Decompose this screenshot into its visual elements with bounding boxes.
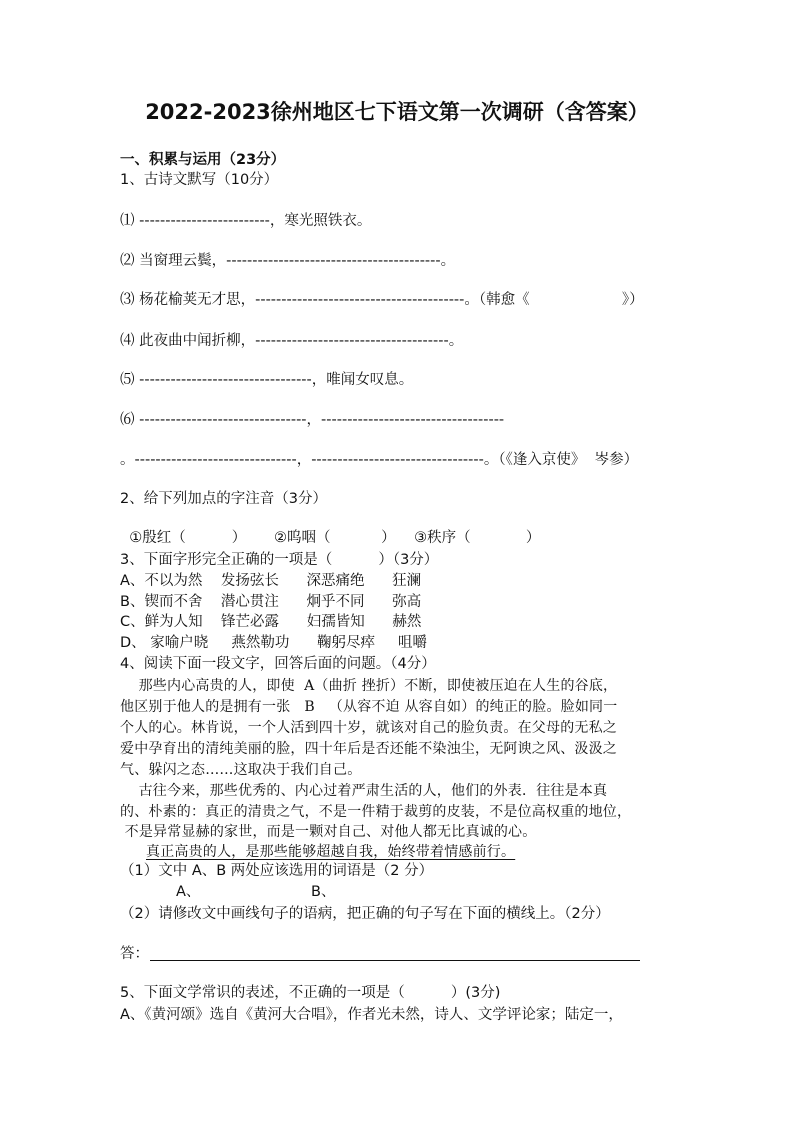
question-1-heading: 1、古诗文默写（10分）	[120, 172, 279, 188]
passage-line: 不是异常显赫的家世，而是一颗对自己、对他人都无比真诚的心。	[120, 824, 537, 840]
section-heading: 一、积累与运用（23分）	[120, 152, 286, 168]
underlined-sentence: 真正高贵的人，是那些能够超越自我，始终带着情感前行。	[146, 844, 516, 860]
passage-line: 他区别于他人的是拥有一张 B （从容不迫 从容自如）的纯正的脸。脸如同一	[120, 699, 618, 715]
passage-line: 气、躲闪之态……这取决于我们自己。	[120, 762, 362, 778]
question-2-items: ①殷红（ ） ②呜咽（ ） ③秩序（ ）	[120, 530, 541, 546]
option-a: A、不以为然 发扬弦长 深恶痛绝 狂澜	[120, 573, 422, 589]
poem-line-5: ⑸ ---------------------------------，唯闻女叹息。	[120, 372, 414, 388]
q5-option-a: A、《黄河颂》选自《黄河大合唱》，作者光未然，诗人、文学评论家；陆定一，	[120, 1007, 623, 1023]
page-title: 2022-2023徐州地区七下语文第一次调研（含答案）	[145, 100, 649, 124]
sub-question-2: （2）请修改文中画线句子的语病，把正确的句子写在下面的横线上。（2分）	[120, 906, 610, 922]
poem-line-6: ⑹ --------------------------------，-----------------------------------	[120, 412, 505, 428]
question-4-heading: 4、阅读下面一段文字，回答后面的问题。（4分）	[120, 656, 436, 672]
poem-line-6-cont: 。-------------------------------，---------------------------------。（《逢入京使》 岑参）	[120, 452, 639, 468]
passage-line: 那些内心高贵的人，即使 A（曲折 挫折）不断，即使被压迫在人生的谷底，	[120, 678, 618, 694]
poem-line-2: ⑵ 当窗理云鬓，-----------------------------------------。	[120, 253, 456, 269]
sub-question-1-blanks: A、 B、	[176, 884, 336, 900]
poem-line-1: ⑴ -------------------------，寒光照铁衣。	[120, 213, 372, 229]
passage-line: 个人的心。林肯说，一个人活到四十岁，就该对自己的脸负责。在父母的无私之	[120, 720, 617, 736]
passage-line: 的、朴素的：真正的清贵之气，不是一件精于裁剪的皮装，不是位高权重的地位，	[120, 804, 632, 820]
question-3-heading: 3、下面字形完全正确的一项是（ ）（3分）	[120, 552, 439, 568]
option-b: B、锲而不舍 潜心贯注 炯乎不同 弥高	[120, 594, 422, 610]
answer-line[interactable]	[150, 960, 640, 961]
answer-label: 答：	[120, 946, 149, 962]
question-5-heading: 5、下面文学常识的表述，不正确的一项是（ ）(3分)	[120, 985, 501, 1001]
question-2-heading: 2、给下列加点的字注音（3分）	[120, 491, 327, 507]
poem-line-3: ⑶ 杨花榆荚无才思，----------------------------------------。（韩愈《 》）	[120, 292, 644, 308]
option-c: C、鲜为人知 锋芒必露 妇孺皆知 赫然	[120, 614, 422, 630]
sub-question-1: （1）文中 A、B 两处应该选用的词语是（2 分）	[120, 863, 434, 879]
poem-line-4: ⑷ 此夜曲中闻折柳，-------------------------------------。	[120, 333, 464, 349]
passage-line: 古往今来，那些优秀的、内心过着严肃生活的人，他们的外表．往往是本真	[120, 783, 608, 799]
passage-line: 爱中孕育出的清纯美丽的脸，四十年后是否还能不染浊尘，无阿谀之风、汲汲之	[120, 741, 617, 757]
option-d: D、 家喻户晓 燕然勒功 鞠躬尽瘁 咀嚼	[120, 635, 428, 651]
